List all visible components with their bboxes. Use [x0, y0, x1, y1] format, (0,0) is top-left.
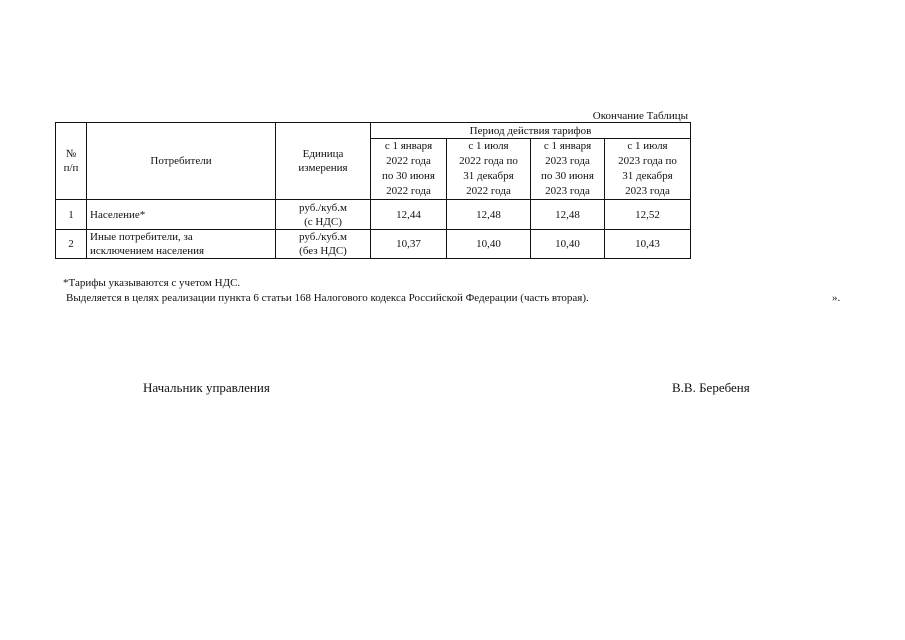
tariff-value: 10,43 — [635, 238, 660, 250]
row-consumer-value: Население* — [90, 208, 146, 221]
row-unit — [276, 230, 371, 259]
row-consumer — [87, 230, 276, 259]
tariff-cell — [605, 200, 691, 230]
period-col-4 — [605, 139, 691, 200]
row-consumer — [87, 200, 276, 230]
header-consumers-label: Потребители — [150, 155, 212, 167]
tariff-value: 12,48 — [476, 208, 501, 221]
tariff-cell — [605, 230, 691, 259]
closing-quote: ». — [832, 292, 841, 304]
row-num-value: 2 — [68, 238, 74, 250]
header-unit — [276, 123, 371, 200]
tariff-cell — [447, 200, 531, 230]
tariff-value: 10,40 — [555, 238, 580, 250]
period-label: с 1 января 2023 года по 30 июня 2023 года — [541, 140, 594, 197]
table-caption: Окончание Таблицы — [592, 110, 688, 122]
vat-note: Выделяется в целях реализации пункта 6 статьи 168 Налогового кодекса Российской Федерации (часть вторая). — [66, 292, 589, 304]
tariff-cell — [371, 200, 447, 230]
tariff-cell — [531, 200, 605, 230]
period-col-1 — [371, 139, 447, 200]
tariff-table — [55, 122, 691, 259]
table-row — [56, 200, 691, 230]
tariff-value: 12,44 — [396, 208, 421, 221]
tariff-cell — [447, 230, 531, 259]
tariff-value: 12,48 — [555, 208, 580, 221]
signature-name: В.В. Беребеня — [672, 380, 750, 395]
tariff-cell — [371, 230, 447, 259]
row-unit — [276, 200, 371, 230]
row-unit-value: руб./куб.м (с НДС) — [299, 201, 347, 228]
header-consumers — [87, 123, 276, 200]
footnote: *Тарифы указываются с учетом НДС. — [63, 277, 241, 289]
header-num — [56, 123, 87, 200]
period-label: с 1 января 2022 года по 30 июня 2022 года — [382, 140, 435, 197]
period-label: с 1 июля 2023 года по 31 декабря 2023 года — [618, 140, 677, 197]
tariff-value: 12,52 — [635, 208, 660, 221]
header-period — [371, 123, 691, 139]
header-unit-label: Единица измерения — [298, 148, 348, 174]
header-num-label: № п/п — [63, 148, 79, 174]
table-row — [56, 230, 691, 259]
row-consumer-value: Иные потребители, за исключением населения — [90, 231, 205, 257]
header-period-label: Период действия тарифов — [469, 124, 592, 137]
signature-position: Начальник управления — [143, 380, 270, 395]
tariff-cell — [531, 230, 605, 259]
row-num — [56, 230, 87, 259]
tariff-value: 10,37 — [396, 238, 421, 250]
period-col-3 — [531, 139, 605, 200]
tariff-value: 10,40 — [476, 238, 501, 250]
row-num — [56, 200, 87, 230]
row-num-value: 1 — [68, 208, 74, 221]
period-label: с 1 июля 2022 года по 31 декабря 2022 года — [459, 140, 518, 197]
period-col-2 — [447, 139, 531, 200]
row-unit-value: руб./куб.м (без НДС) — [299, 231, 347, 257]
